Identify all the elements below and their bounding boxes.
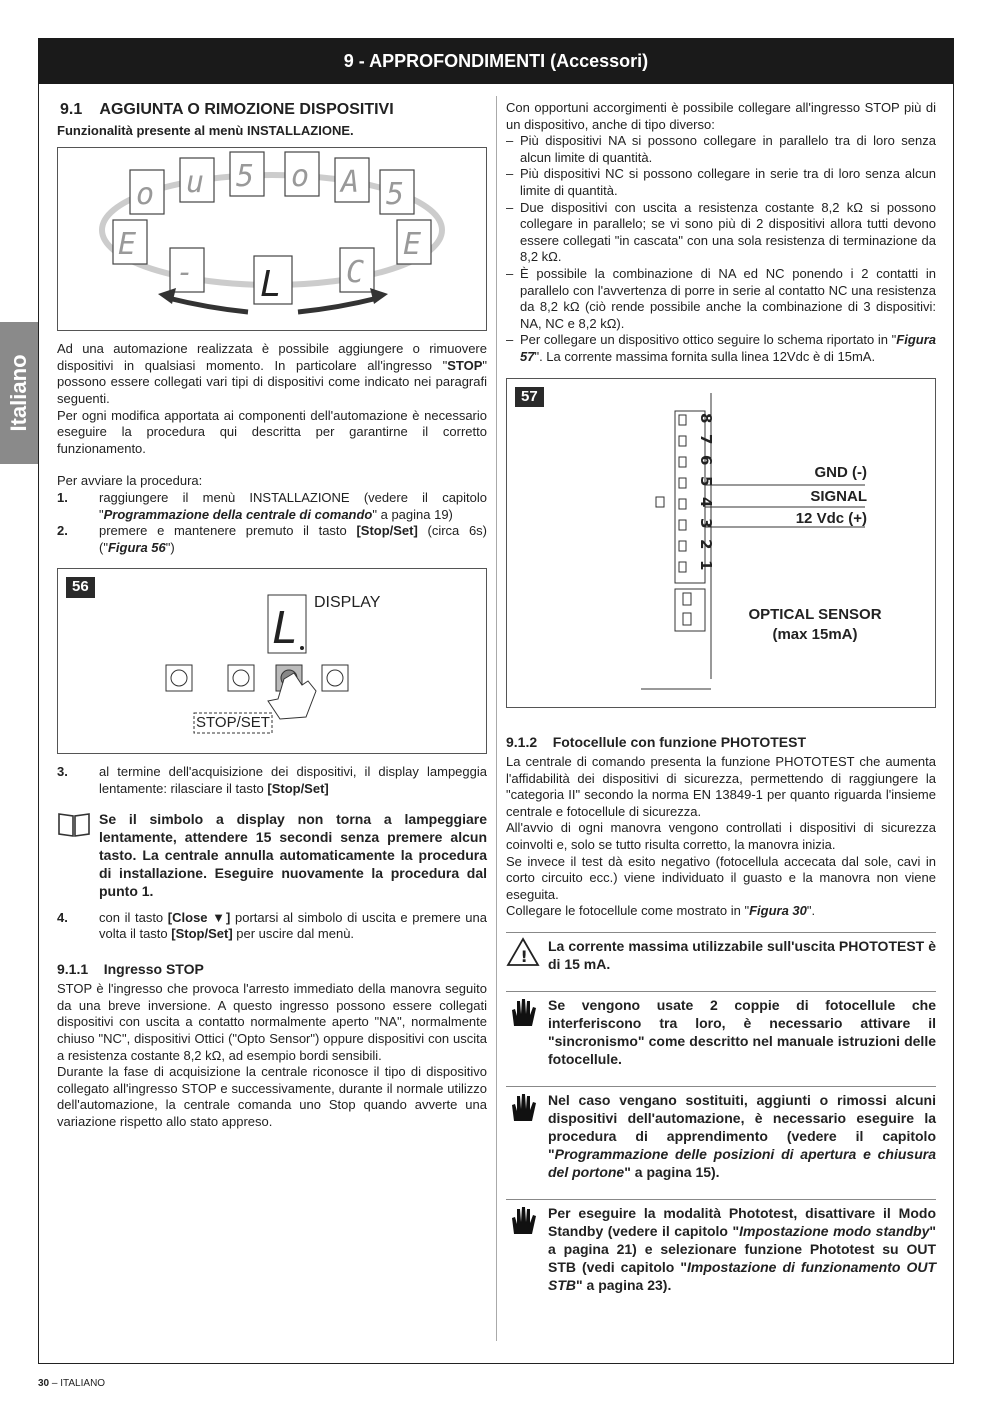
column-divider — [496, 96, 497, 1341]
hand-note-3: Per eseguire la modalità Phototest, disattivare il Modo Standby (vedere il capitolo "Impostazione modo standby" a pagina 21) e selezionare funzione Phototest su OUT STB (vedi capitolo "Impostazione di funzionamento OUT STB" a pagina 23). — [506, 1199, 936, 1294]
connect-paragraph: Collegare le fotocellule come mostrato in "Figura 30". — [506, 903, 816, 919]
chapter-header: 9 - APPROFONDIMENTI (Accessori) — [38, 38, 954, 84]
figure-number: 57 — [515, 387, 544, 408]
svg-text:3: 3 — [697, 517, 715, 528]
device-bullets — [506, 133, 936, 365]
signal-label: SIGNAL — [810, 487, 867, 505]
language-label: Italiano — [6, 354, 31, 432]
gnd-label: GND (-) — [814, 463, 867, 481]
warning-note: ! La corrente massima utilizzabile sull'uscita PHOTOTEST è di 15 mA. — [506, 932, 936, 973]
svg-text:5: 5 — [697, 475, 715, 486]
step-2: 2. premere e mantenere premuto il tasto [Stop/Set] (circa 6s) ("Figura 56") — [57, 523, 487, 555]
vdc-label: 12 Vdc (+) — [795, 509, 867, 527]
negative-test-paragraph: Se invece il test dà esito negativo (fotocellula accecata dal sole, cavi in corto circuito ecc.) viene individuato il guasto e la manovra non viene eseguita. — [506, 853, 936, 902]
acquisition-paragraph: Durante la fase di acquisizione la centrale riconosce il tipo di dispositivo collegato all'ingresso STOP e successivamente, durante il normale utilizzo dell'automazione, la centrale comanda uno Stop quando avverte una variazione rispetto allo stato appreso. — [57, 1064, 487, 1130]
svg-text:7: 7 — [697, 433, 715, 444]
svg-text:E: E — [403, 227, 422, 263]
figure-number: 56 — [66, 577, 95, 598]
stop-set-label: STOP/SET — [196, 714, 270, 732]
wiring-diagram — [507, 379, 935, 707]
start-paragraph: Per avviare la procedura: — [57, 473, 203, 489]
svg-text:o: o — [136, 177, 155, 213]
bullet: – Più dispositivi NC si possono collegare in serie tra di loro senza alcun limite di quantità. — [506, 166, 936, 198]
svg-text:o: o — [291, 159, 310, 195]
steps-list-b — [57, 764, 487, 797]
stop-input-paragraph: STOP è l'ingresso che provoca l'arresto immediato della manovra seguito da una breve inversione. A questo ingresso possono essere collegati dispositivi con uscita a contatto normalmente aperto "NA", normalmente chiuso "NC", dispositivi Ottici ("Opto Sensor") oppure dispositivi con uscita a resistenza costante 8,2 kΩ, ad esempio bordi sensibili. — [57, 981, 487, 1063]
menu-cycle-diagram — [58, 148, 486, 330]
svg-text:E: E — [118, 227, 137, 263]
book-icon — [57, 810, 99, 900]
intro-paragraph: Ad una automazione realizzata è possibile aggiungere o rimuovere dispositivi in qualsiasi momento. In particolare all'ingresso "STOP" possono essere collegati vari tipi di dispositivi come indicato nei paragrafi seguenti. — [57, 341, 487, 406]
control-panel-drawing — [58, 569, 486, 753]
svg-text:5: 5 — [386, 177, 405, 213]
bullet: – Due dispositivi con uscita a resistenza costante 8,2 kΩ si possono collegare in parallelo; se vi sono più di 2 dispositivi allora tutti devono essere collegati "in cascata" con una sola resistenza di terminazione da 8,2 kΩ. — [506, 199, 936, 265]
steps-list-a — [57, 490, 487, 556]
subsection-912: 9.1.2 Fotocellule con funzione PHOTOTEST — [506, 733, 807, 750]
optical-sensor-label: OPTICAL SENSOR (max 15mA) — [748, 605, 882, 643]
svg-text:L: L — [260, 264, 282, 306]
svg-text:C: C — [346, 255, 365, 291]
step-1: 1. raggiungere il menù INSTALLAZIONE (vedere il capitolo "Programmazione della centrale di comando" a pagina 19) — [57, 489, 487, 522]
step-3: 3. al termine dell'acquisizione dei dispositivi, il display lampeggia lentamente: rilasciare il tasto [Stop/Set] — [57, 764, 487, 796]
svg-text:!: ! — [520, 947, 528, 967]
hand-stop-icon — [506, 1091, 548, 1181]
figure-57 — [506, 378, 936, 708]
svg-text:8: 8 — [697, 412, 715, 423]
step-4: 4. con il tasto [Close ▼] portarsi al simbolo di uscita e premere una volta il tasto [Stop/Set] per uscire dal menù. — [57, 909, 487, 942]
book-note: Se il simbolo a display non torna a lampeggiare lentamente, attendere 15 secondi senza premere alcun tasto. La centrale annulla automaticamente la procedura di installazione. Eseguire nuovamente la procedura dal punto 1. — [57, 806, 487, 900]
modify-paragraph: Per ogni modifica apportata ai componenti dell'automazione è necessario eseguire la procedura qui descritta per garantirne il corretto funzionamento. — [57, 407, 487, 456]
language-tab — [0, 322, 38, 464]
svg-text:1: 1 — [697, 559, 715, 570]
svg-text:L: L — [272, 603, 299, 655]
maneuver-check-paragraph: All'avvio di ogni manovra vengono controllati i dispositivi di sicurezza coinvolti e, solo se tutto risulta corretto, la manovra inizia. — [506, 820, 936, 853]
right-column — [506, 100, 936, 1294]
svg-text:4: 4 — [697, 496, 715, 507]
svg-text:5: 5 — [236, 159, 255, 195]
figure-56 — [57, 568, 487, 754]
left-column — [57, 100, 487, 1131]
hand-stop-icon — [506, 1204, 548, 1294]
warning-icon — [506, 937, 548, 973]
hand-note-2: Nel caso vengano sostituiti, aggiunti o rimossi alcuni dispositivi dell'automazione, è necessario eseguire la procedura di apprendimento (vedere il capitolo "Programmazione delle posizioni di apertura e chiusura del portone" a pagina 15). — [506, 1086, 936, 1181]
section-title: 9.1 AGGIUNTA O RIMOZIONE DISPOSITIVI — [60, 101, 394, 118]
subsection-911: 9.1.1 Ingresso STOP — [57, 960, 204, 977]
display-label: DISPLAY — [314, 594, 381, 612]
section-subtitle: Funzionalità presente al menù INSTALLAZIONE. — [57, 122, 354, 138]
multi-device-intro: Con opportuni accorgimenti è possibile collegare all'ingresso STOP più di un dispositivo, anche di tipo diverso: — [506, 100, 936, 132]
hand-note-1: Se vengono usate 2 coppie di fotocellule che interferiscono tra loro, è necessario attivare il "sincronismo" come descritto nel manuale istruzioni delle fotocellule. — [506, 991, 936, 1068]
hand-stop-icon — [506, 996, 548, 1068]
steps-list-c — [57, 910, 487, 943]
svg-text:u: u — [186, 165, 205, 201]
page-footer: 30 – ITALIANO — [38, 1378, 106, 1389]
phototest-paragraph: La centrale di comando presenta la funzione PHOTOTEST che aumenta l'affidabilità dei dispositivi di sicurezza, permettendo di raggiungere la "categoria II" secondo la norma EN 13849-1 per quanto riguarda l'insieme centrale e fotocellule di sicurezza. — [506, 754, 936, 819]
bullet: – Per collegare un dispositivo ottico seguire lo schema riportato in "Figura 57". La corrente massima fornita sulla linea 12Vdc è di 15mA. — [506, 332, 936, 364]
svg-text:-: - — [176, 255, 195, 291]
svg-text:6: 6 — [697, 454, 715, 465]
bullet: – È possibile la combinazione di NA ed NC ponendo i 2 contatti in parallelo con l'avvertenza di porre in serie al contatto NC una resistenza da 8,2 kΩ (ciò rende possibile anche la combinazione di 3 dispositivi: NA, NC e 8,2 kΩ). — [506, 265, 936, 331]
svg-text:A: A — [341, 165, 360, 201]
figure-menu-diagram — [57, 147, 487, 331]
svg-text:2: 2 — [697, 538, 715, 549]
bullet: – Più dispositivi NA si possono collegare in parallelo tra di loro senza alcun limite di quantità. — [506, 133, 936, 165]
